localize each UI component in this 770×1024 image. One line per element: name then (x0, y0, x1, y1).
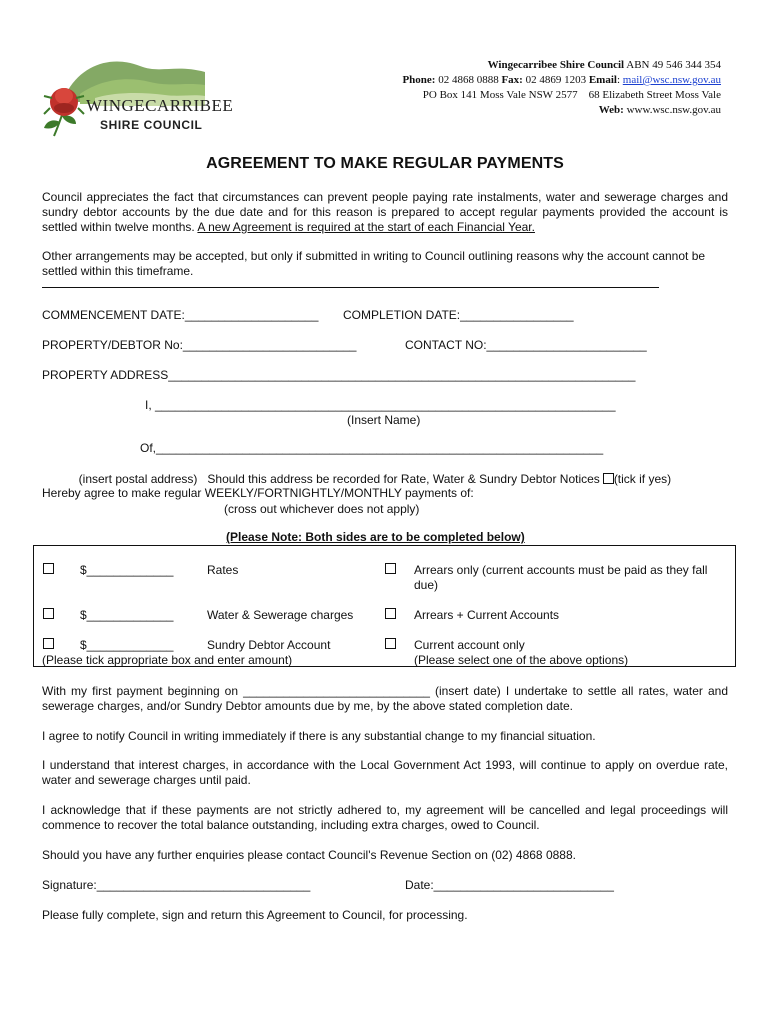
signature-field[interactable]: Signature:________________________________ (42, 878, 311, 892)
council-abn: ABN 49 546 344 354 (626, 59, 721, 71)
record-address-checkbox[interactable] (603, 473, 614, 484)
insert-name-hint: (Insert Name) (347, 413, 421, 427)
council-name: Wingecarribee Shire Council (487, 59, 625, 71)
interest-paragraph: I understand that interest charges, in accordance with the Local Government Act 1993, will continue to apply on overdue rate, water and sewerage charges until paid. (42, 758, 728, 787)
new-agreement-note: A new Agreement is required at the start of each Financial Year. (197, 220, 535, 234)
web-line (301, 103, 721, 118)
arrears-only-label: Arrears only (current accounts must be paid as they fall due) (414, 563, 708, 592)
notify-paragraph: I agree to notify Council in writing immediately if there is any substantial change to my financial situation. (42, 729, 596, 743)
email-link[interactable]: mail@wsc.nsw.gov.au (622, 74, 721, 86)
logo-wordmark-line1: WINGECARRIBEE (86, 96, 234, 115)
left-options-hint: (Please tick appropriate box and enter amount) (42, 653, 293, 667)
sundry-debtor-label: Sundry Debtor Account (207, 638, 331, 652)
fax-value: 02 4869 1203 (525, 74, 587, 86)
council-name-line (301, 58, 721, 73)
sundry-debtor-checkbox[interactable] (43, 638, 54, 649)
logo-wordmark-line2: SHIRE COUNCIL (100, 118, 203, 132)
sundry-debtor-amount-field[interactable]: $_____________ (80, 638, 174, 652)
intro-text: Council appreciates the fact that circumstances can prevent people paying rate instalments, water and sewerage charges and sundry debtor accounts by the due date and for this reason is prepared to accept regular payments provided the account is settled within twelve months. (42, 190, 728, 234)
email-label: Email (588, 74, 617, 86)
water-sewerage-checkbox[interactable] (43, 608, 54, 619)
insert-postal-hint: (insert postal address) Should this address be recorded for Rate, Water & Sundry Debtor Notices (78, 472, 600, 486)
property-address-field[interactable]: PROPERTY ADDRESS______________________________________________________________________ (42, 368, 636, 382)
arrears-only-checkbox[interactable] (385, 563, 396, 574)
payment-frequency-line: Hereby agree to make regular WEEKLY/FORTNIGHTLY/MONTHLY payments of: (42, 486, 474, 500)
contact-number-field[interactable]: CONTACT NO:________________________ (405, 338, 647, 352)
date-field[interactable]: Date:___________________________ (405, 878, 614, 892)
postal-address: PO Box 141 Moss Vale NSW 2577 68 Elizabeth Street Moss Vale (422, 89, 721, 101)
tick-if-yes-label: (tick if yes) (613, 472, 672, 486)
intro-paragraph-1 (42, 190, 728, 235)
phone-value: 02 4868 0888 (438, 74, 499, 86)
property-debtor-number-field[interactable]: PROPERTY/DEBTOR No:__________________________ (42, 338, 357, 352)
phone-label: Phone: (402, 74, 436, 86)
rates-checkbox[interactable] (43, 563, 54, 574)
rates-amount-field[interactable]: $_____________ (80, 563, 174, 577)
rates-label: Rates (207, 563, 239, 577)
council-logo (40, 52, 234, 138)
both-sides-note: (Please Note: Both sides are to be completed below) (226, 530, 525, 544)
name-field[interactable]: I, _____________________________________________________________________ (145, 398, 616, 412)
acknowledge-paragraph: I acknowledge that if these payments are not strictly adhered to, my agreement will be cancelled and legal proceedings will commence to recover the total balance outstanding, including extra charges, owed to Council. (42, 803, 728, 832)
right-options-hint: (Please select one of the above options) (414, 653, 629, 667)
enquiries-paragraph: Should you have any further enquiries please contact Council's Revenue Section on (02) 4868 0888. (42, 848, 576, 862)
arrears-current-label: Arrears + Current Accounts (414, 608, 560, 622)
commencement-date-field[interactable]: COMMENCEMENT DATE:____________________ (42, 308, 319, 322)
web-label: Web: (598, 104, 624, 116)
current-only-label: Current account only (414, 638, 525, 652)
first-payment-paragraph: With my first payment beginning on ____________________________ (insert date) I undertake to settle all rates, water and sewerage charges, and/or Sundry Debtor amounts due by me, by the above stated completion date. (42, 684, 728, 713)
return-instructions: Please fully complete, sign and return this Agreement to Council, for processing. (42, 908, 468, 922)
postal-address-field[interactable]: Of,___________________________________________________________________ (140, 441, 604, 455)
council-contact-block (301, 58, 721, 118)
page-title: AGREEMENT TO MAKE REGULAR PAYMENTS (206, 155, 564, 172)
fax-label: Fax: (501, 74, 523, 86)
water-sewerage-amount-field[interactable]: $_____________ (80, 608, 174, 622)
water-sewerage-label: Water & Sewerage charges (207, 608, 354, 622)
web-value: www.wsc.nsw.gov.au (626, 104, 721, 116)
address-record-line (72, 457, 671, 487)
completion-date-field[interactable]: COMPLETION DATE:_________________ (343, 308, 574, 322)
arrears-current-checkbox[interactable] (385, 608, 396, 619)
intro-paragraph-2: Other arrangements may be accepted, but only if submitted in writing to Council outlining reasons why the account cannot be settled within this timeframe. (42, 249, 706, 278)
section-divider (42, 287, 659, 288)
phone-fax-email-line: Phone: 02 4868 0888 Fax: 02 4869 1203 Email: mail@wsc.nsw.gov.au (402, 74, 721, 86)
current-only-checkbox[interactable] (385, 638, 396, 649)
cross-out-hint: (cross out whichever does not apply) (224, 502, 420, 516)
